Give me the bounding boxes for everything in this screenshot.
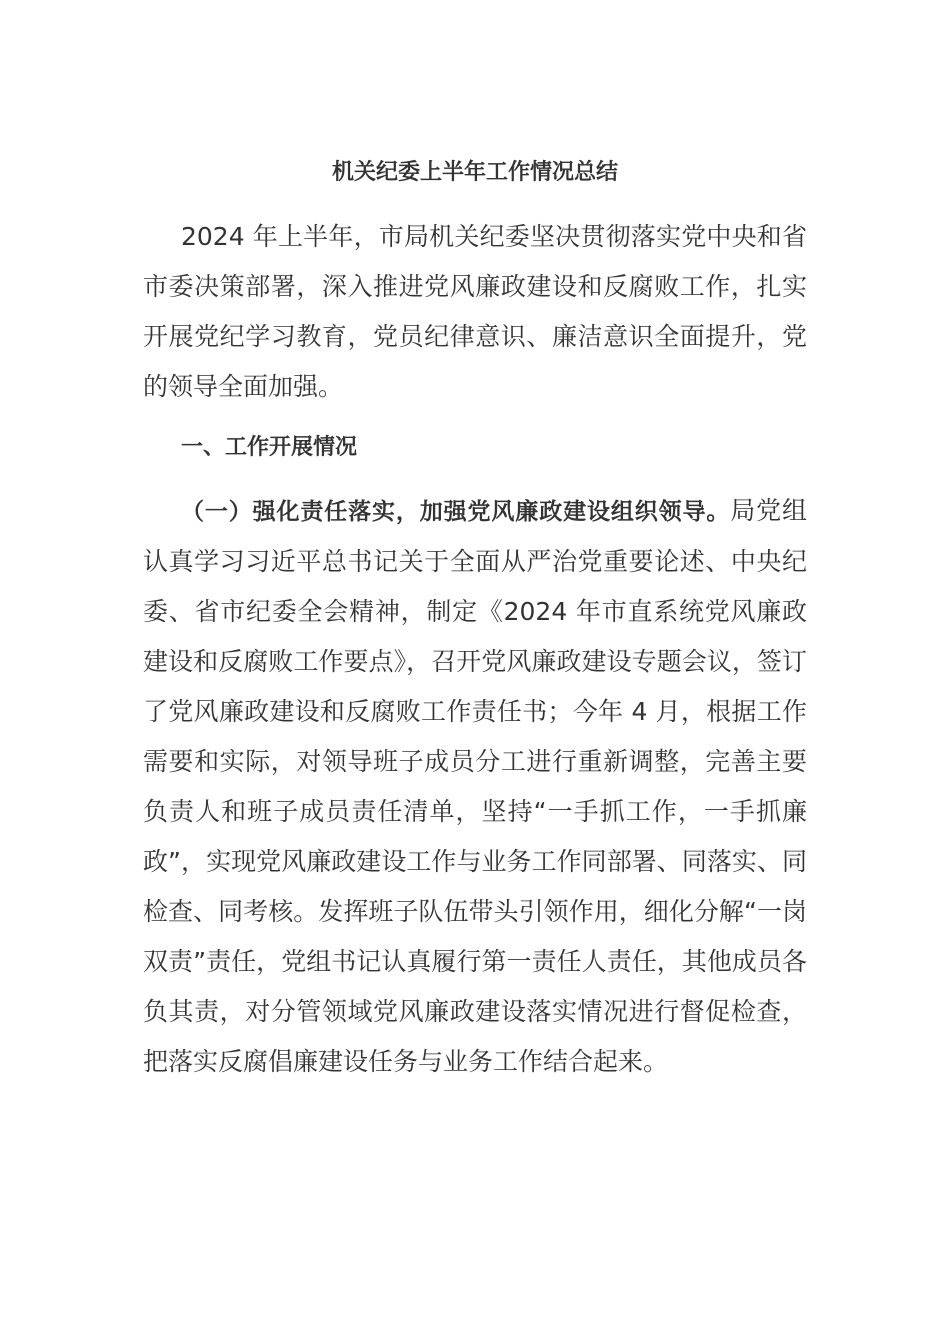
subsection-lead: （一）强化责任落实，加强党风廉政建设组织领导。 — [181, 499, 731, 525]
intro-paragraph: 2024 年上半年，市局机关纪委坚决贯彻落实党中央和省市委决策部署，深入推进党风廉政建设和反腐败工作，扎实开展党纪学习教育，党员纪律意识、廉洁意识全面提升，党的领导全面加强。 — [143, 222, 807, 401]
subsection-body: 局党组认真学习习近平总书记关于全面从严治党重要论述、中央纪委、省市纪委全会精神，制定《2024 年市直系统党风廉政建设和反腐败工作要点》，召开党风廉政建设专题会议，签订了党风廉政建设和反腐败工作责任书；今年 4 月，根据工作需要和实际，对领导班子成员分工进行重新调整，完善主要负责人和班子成员责任清单，坚持“一手抓工作，一手抓廉政”，实现党风廉政建设工作与业务工作同部署、同落实、同检查、同考核。发挥班子队伍带头引领作用，细化分解“一岗双责”责任，党组书记认真履行第一责任人责任，其他成员各负其责，对分管领域党风廉政建设落实情况进行督促检查，把落实反腐倡廉建设任务与业务工作结合起来。 — [143, 496, 807, 1076]
document-title: 机关纪委上半年工作情况总结 — [331, 160, 618, 185]
subsection-paragraph — [143, 486, 807, 1087]
section-heading: 一、工作开展情况 — [181, 435, 358, 460]
